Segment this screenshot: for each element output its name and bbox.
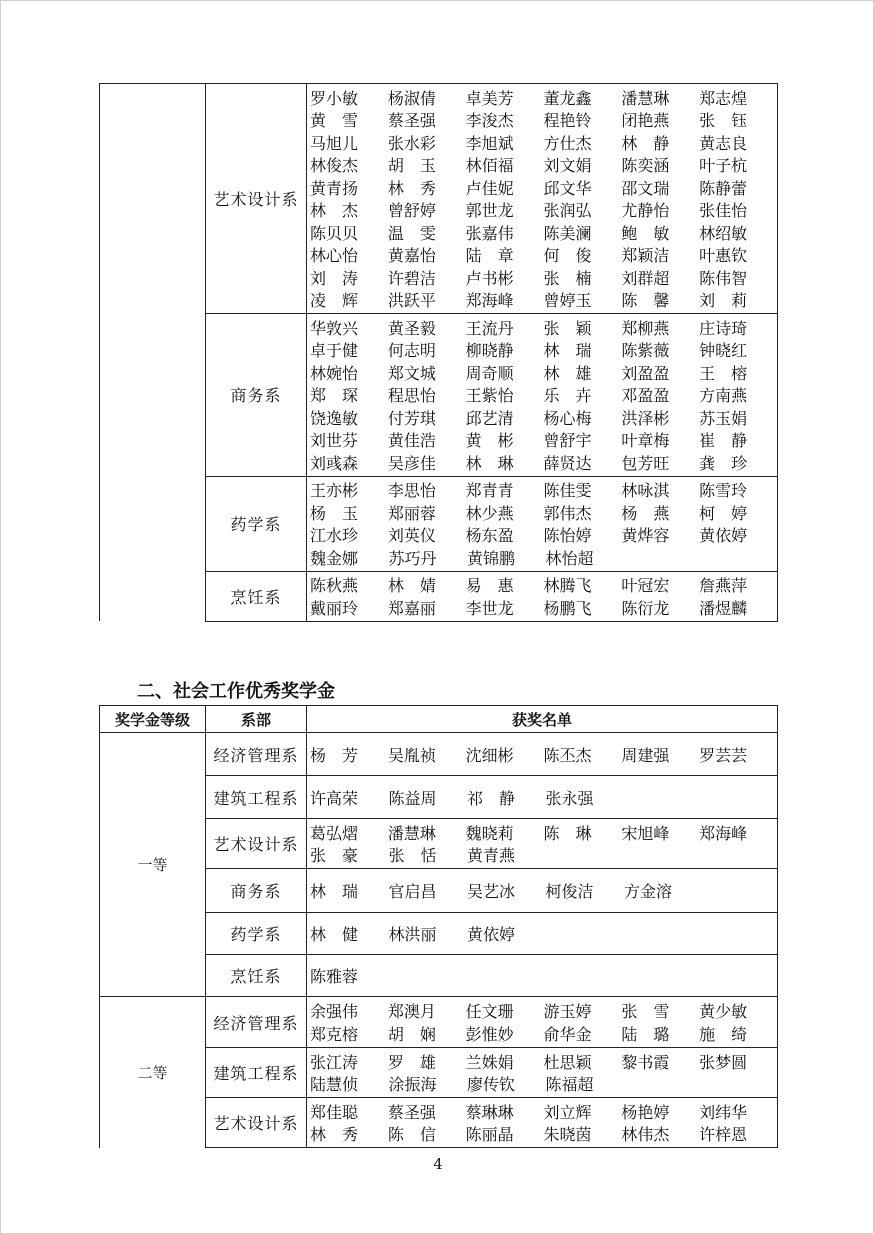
awardee-name: 林婉怡 [310, 363, 359, 383]
awardee-name: 蔡圣强 [387, 111, 436, 131]
dept-cell: 药学系 [206, 913, 307, 955]
awardee-name: 林少燕 [465, 503, 514, 523]
awardee-name: 张嘉伟 [465, 223, 514, 243]
awardee-name: 陈衍龙 [621, 598, 670, 618]
awardee-name: 叶冠宏 [621, 576, 670, 596]
names-cell [307, 571, 778, 621]
names-cell [307, 955, 778, 997]
awardee-name: 江水珍 [310, 526, 359, 546]
name-row [310, 1100, 777, 1123]
awardee-name: 叶章梅 [621, 431, 670, 451]
awardee-name: 陆 章 [465, 246, 514, 266]
awardee-name: 鲍 敏 [621, 223, 670, 243]
awardee-name: 陈贝贝 [310, 223, 359, 243]
name-row [310, 1123, 777, 1146]
awardee-name: 陈 琳 [543, 823, 592, 843]
awardee-name: 刘盈盈 [621, 363, 670, 383]
awardee-name: 杜思颖 [543, 1052, 592, 1072]
awardee-name: 张江涛 [310, 1052, 359, 1072]
awardee-name: 杨东盈 [465, 526, 514, 546]
awardee-name: 程艳铃 [543, 111, 592, 131]
awardee-name: 林俊杰 [310, 156, 359, 176]
awardee-name: 魏金娜 [310, 548, 359, 568]
awardee-name: 张 楠 [543, 268, 592, 288]
awardee-name: 张润弘 [543, 201, 592, 221]
awardee-name: 陈 馨 [621, 291, 670, 311]
names-cell [307, 84, 778, 314]
awardee-name: 林 瑞 [310, 882, 359, 901]
awardee-name: 游玉婷 [543, 1002, 592, 1022]
awardee-name: 卢书彬 [465, 268, 514, 288]
awardee-name: 陈怡婷 [543, 526, 592, 546]
awardee-name: 钟晓红 [699, 341, 748, 361]
awardee-name: 郭伟杰 [543, 503, 592, 523]
names-cell [307, 819, 778, 869]
awardee-name: 黄佳浩 [387, 431, 436, 451]
awardee-name: 庄诗琦 [699, 318, 748, 338]
names-cell [307, 913, 778, 955]
awardee-name: 刘群超 [621, 268, 670, 288]
name-row [310, 221, 777, 244]
awardee-name: 陈福超 [545, 1075, 594, 1095]
name-row [310, 1073, 777, 1096]
awardee-name: 柯 婷 [699, 503, 748, 523]
awardee-name: 罗 雄 [387, 1052, 436, 1072]
awardee-name: 蔡圣强 [387, 1102, 436, 1122]
awardee-name: 马旭儿 [310, 133, 359, 153]
awardee-name: 杨 芳 [310, 745, 359, 765]
awardee-name: 黄烨容 [621, 526, 670, 546]
awardee-name: 卓美芳 [465, 88, 514, 108]
dept-cell: 经济管理系 [206, 733, 307, 776]
awardee-name: 陈静蕾 [699, 178, 748, 198]
awardee-name: 张梦圆 [699, 1052, 748, 1072]
awardee-name: 林腾飞 [543, 576, 592, 596]
dept-cell: 建筑工程系 [206, 776, 307, 819]
awardee-name: 张佳怡 [699, 201, 748, 221]
awardee-name: 葛弘熠 [310, 823, 359, 843]
awardee-name: 廖传钦 [467, 1075, 516, 1095]
names-cell [307, 314, 778, 477]
name-row [310, 289, 777, 312]
awardee-name: 魏晓莉 [465, 823, 514, 843]
table-body [100, 84, 778, 622]
awardee-name: 林绍敏 [699, 223, 748, 243]
awardee-name: 陆 璐 [621, 1024, 670, 1044]
awardee-name: 朱晓茵 [543, 1125, 592, 1145]
awardee-name: 杨 玉 [310, 503, 359, 523]
awardee-name: 何 俊 [543, 246, 592, 266]
awardee-name: 胡 娴 [387, 1024, 436, 1044]
awardee-name: 林 秀 [387, 178, 436, 198]
name-row [310, 316, 777, 339]
names-cell [307, 1048, 778, 1098]
awardee-name: 华敦兴 [310, 318, 359, 338]
name-row [310, 879, 777, 902]
section-title: 二、社会工作优秀奖学金 [137, 681, 335, 702]
awardee-name: 杨心梅 [543, 408, 592, 428]
name-row [310, 596, 777, 619]
awardee-name: 罗芸芸 [699, 745, 748, 765]
awardee-name: 陈紫薇 [621, 341, 670, 361]
table-header-row [100, 706, 778, 733]
name-row [310, 86, 777, 109]
awardee-name: 任文珊 [465, 1002, 514, 1022]
dept-cell: 艺术设计系 [206, 1098, 307, 1148]
awardee-name: 林 杰 [310, 201, 359, 221]
awardee-name: 郑克榕 [310, 1024, 359, 1044]
awardee-name: 刘立辉 [543, 1102, 592, 1122]
awardee-name: 李世龙 [465, 598, 514, 618]
awardee-name: 陈丕杰 [543, 745, 592, 765]
awardee-name: 黄依婷 [699, 526, 748, 546]
awardee-name: 潘慧琳 [621, 88, 670, 108]
awardee-name: 许梓恩 [699, 1125, 748, 1145]
awardee-name: 黄青扬 [310, 178, 359, 198]
awardee-name: 杨淑倩 [387, 88, 436, 108]
name-row [310, 176, 777, 199]
awardee-name: 刘世芬 [310, 431, 359, 451]
awardee-name: 黄志良 [699, 133, 748, 153]
name-row [310, 1022, 777, 1045]
awardee-name: 施 绮 [699, 1024, 748, 1044]
table-row [100, 997, 778, 1048]
dept-cell: 商务系 [206, 314, 307, 477]
awardee-name: 俞华金 [543, 1024, 592, 1044]
name-row [310, 109, 777, 132]
awardee-name: 邵文瑞 [621, 178, 670, 198]
scholarship-list-continued-table [99, 83, 778, 622]
awardee-name: 刘纬华 [699, 1102, 748, 1122]
awardee-name: 黄嘉怡 [387, 246, 436, 266]
awardee-name: 刘英仪 [387, 526, 436, 546]
awardee-name: 卢佳妮 [465, 178, 514, 198]
header-names: 获奖名单 [307, 706, 778, 733]
names-cell [307, 997, 778, 1048]
dept-cell: 建筑工程系 [206, 1048, 307, 1098]
awardee-name: 陈 信 [387, 1125, 436, 1145]
name-row [310, 922, 777, 945]
awardee-name: 林 琳 [465, 453, 514, 473]
awardee-name: 黄少敏 [699, 1002, 748, 1022]
awardee-name: 杨鹏飞 [543, 598, 592, 618]
awardee-name: 刘彧森 [310, 453, 359, 473]
awardee-name: 吴艺冰 [467, 882, 516, 901]
awardee-name: 戴丽玲 [310, 598, 359, 618]
awardee-name: 詹燕萍 [699, 576, 748, 596]
name-row [310, 786, 777, 809]
awardee-name: 郑丽蓉 [387, 503, 436, 523]
awardee-name: 王流丹 [465, 318, 514, 338]
awardee-name: 温 雯 [387, 223, 436, 243]
awardee-name: 林 健 [310, 925, 359, 944]
awardee-name: 林 雄 [543, 363, 592, 383]
name-row [310, 844, 777, 867]
awardee-name: 陈雪玲 [699, 481, 748, 501]
awardee-name: 陈秋燕 [310, 576, 359, 596]
awardee-name: 刘 涛 [310, 268, 359, 288]
awardee-name: 余强伟 [310, 1002, 359, 1022]
awardee-name: 凌 辉 [310, 291, 359, 311]
awardee-name: 黄圣毅 [387, 318, 436, 338]
awardee-name: 李旭斌 [465, 133, 514, 153]
awardee-name: 叶子杭 [699, 156, 748, 176]
awardee-name: 包芳旺 [621, 453, 670, 473]
awardee-name: 曾舒婷 [387, 201, 436, 221]
awardee-name: 陈伟智 [699, 268, 748, 288]
header-dept: 系部 [206, 706, 307, 733]
awardee-name: 林佰福 [465, 156, 514, 176]
names-cell [307, 1098, 778, 1148]
awardee-name: 苏玉娟 [699, 408, 748, 428]
awardee-name: 方仕杰 [543, 133, 592, 153]
awardee-name: 叶惠钦 [699, 246, 748, 266]
awardee-name: 柯俊洁 [545, 882, 594, 901]
awardee-name: 李思怡 [387, 481, 436, 501]
awardee-name: 卓于健 [310, 341, 359, 361]
awardee-name: 罗小敏 [310, 88, 359, 108]
name-row [310, 524, 777, 547]
awardee-name: 黄锦鹏 [467, 548, 516, 568]
awardee-name: 柳晓静 [465, 341, 514, 361]
awardee-name: 郑海峰 [465, 291, 514, 311]
awardee-name: 尤静怡 [621, 201, 670, 221]
name-row [310, 821, 777, 844]
awardee-name: 郑澳月 [387, 1002, 436, 1022]
awardee-name: 郑佳聪 [310, 1102, 359, 1122]
awardee-name: 张 钰 [699, 111, 748, 131]
awardee-name: 邱文华 [543, 178, 592, 198]
awardee-name: 洪跃平 [387, 291, 436, 311]
awardee-name: 许高荣 [310, 788, 359, 808]
awardee-name: 何志明 [387, 341, 436, 361]
name-row [310, 451, 777, 474]
awardee-name: 乐 卉 [543, 386, 592, 406]
awardee-name: 张 豪 [310, 846, 359, 866]
awardee-name: 崔 静 [699, 431, 748, 451]
name-row [310, 743, 777, 766]
awardee-name: 刘文娟 [543, 156, 592, 176]
awardee-name: 陈美澜 [543, 223, 592, 243]
awardee-name: 黄 雪 [310, 111, 359, 131]
awardee-name: 吴胤祯 [387, 745, 436, 765]
dept-cell: 药学系 [206, 476, 307, 571]
awardee-name: 林洪丽 [388, 925, 437, 944]
awardee-name: 董龙鑫 [543, 88, 592, 108]
awardee-name: 林 静 [621, 133, 670, 153]
awardee-name: 王紫怡 [465, 386, 514, 406]
awardee-name: 张 恬 [388, 846, 437, 866]
dept-cell: 商务系 [206, 869, 307, 913]
awardee-name: 黄青燕 [467, 846, 516, 866]
names-cell [307, 869, 778, 913]
names-cell [307, 776, 778, 819]
awardee-name: 邱艺清 [465, 408, 514, 428]
awardee-name: 兰姝娟 [465, 1052, 514, 1072]
awardee-name: 陈益周 [388, 788, 437, 808]
dept-cell: 艺术设计系 [206, 84, 307, 314]
awardee-name: 杨 燕 [621, 503, 670, 523]
awardee-name: 官启昌 [388, 882, 437, 901]
awardee-name: 吴彦佳 [387, 453, 436, 473]
awardee-name: 黄依婷 [467, 925, 516, 944]
names-cell [307, 476, 778, 571]
awardee-name: 涂振海 [388, 1075, 437, 1095]
awardee-name: 郑文城 [387, 363, 436, 383]
name-row [310, 154, 777, 177]
awardee-name: 陈佳雯 [543, 481, 592, 501]
awardee-name: 宋旭峰 [621, 823, 670, 843]
awardee-name: 饶逸敏 [310, 408, 359, 428]
awardee-name: 曾舒宇 [543, 431, 592, 451]
name-row [310, 266, 777, 289]
awardee-name: 郑 琛 [310, 386, 359, 406]
awardee-name: 王亦彬 [310, 481, 359, 501]
awardee-name: 彭惟妙 [465, 1024, 514, 1044]
awardee-name: 张 颖 [543, 318, 592, 338]
awardee-name: 林心怡 [310, 246, 359, 266]
awardee-name: 李浚杰 [465, 111, 514, 131]
awardee-name: 张 雪 [621, 1002, 670, 1022]
awardee-name: 潘煜麟 [699, 598, 748, 618]
grade-cell-continued [100, 84, 206, 622]
awardee-name: 陆慧侦 [310, 1075, 359, 1095]
awardee-name: 方金溶 [624, 882, 673, 901]
awardee-name: 林咏淇 [621, 481, 670, 501]
grade-cell: 一等 [100, 733, 206, 997]
awardee-name: 方南燕 [699, 386, 748, 406]
header-grade: 奖学金等级 [100, 706, 206, 733]
awardee-name: 郑柳燕 [621, 318, 670, 338]
awardee-name: 闭艳燕 [621, 111, 670, 131]
awardee-name: 程思怡 [387, 386, 436, 406]
table-row [100, 733, 778, 776]
awardee-name: 曾婷玉 [543, 291, 592, 311]
social-work-scholarship-table [99, 705, 778, 1148]
awardee-name: 林 婧 [387, 576, 436, 596]
dept-cell: 烹饪系 [206, 955, 307, 997]
awardee-name: 陈奕涵 [621, 156, 670, 176]
name-row [310, 361, 777, 384]
awardee-name: 周奇顺 [465, 363, 514, 383]
name-row [310, 339, 777, 362]
awardee-name: 薛贤达 [543, 453, 592, 473]
table-row [100, 84, 778, 314]
awardee-name: 郑青青 [465, 481, 514, 501]
awardee-name: 郑志煌 [699, 88, 748, 108]
awardee-name: 林 秀 [310, 1125, 359, 1145]
awardee-name: 王 榕 [699, 363, 748, 383]
awardee-name: 周建强 [621, 745, 670, 765]
awardee-name: 邓盈盈 [621, 386, 670, 406]
awardee-name: 潘慧琳 [387, 823, 436, 843]
name-row [310, 501, 777, 524]
awardee-name: 龚 珍 [699, 453, 748, 473]
awardee-name: 苏巧丹 [388, 548, 437, 568]
awardee-name: 郑颖洁 [621, 246, 670, 266]
awardee-name: 林伟杰 [621, 1125, 670, 1145]
awardee-name: 杨艳婷 [621, 1102, 670, 1122]
awardee-name: 郑嘉丽 [387, 598, 436, 618]
awardee-name: 林怡超 [545, 548, 594, 568]
awardee-name: 陈丽晶 [465, 1125, 514, 1145]
awardee-name: 沈细彬 [465, 745, 514, 765]
grade-cell: 二等 [100, 997, 206, 1148]
name-row [310, 429, 777, 452]
awardee-name: 张水彩 [387, 133, 436, 153]
name-row [310, 479, 777, 502]
names-cell [307, 733, 778, 776]
awardee-name: 刘 莉 [699, 291, 748, 311]
name-row [310, 384, 777, 407]
awardee-name: 蔡琳琳 [465, 1102, 514, 1122]
awardee-name: 黄 彬 [465, 431, 514, 451]
name-row [310, 244, 777, 267]
awardee-name: 洪泽彬 [621, 408, 670, 428]
awardee-name: 易 惠 [465, 576, 514, 596]
dept-cell: 艺术设计系 [206, 819, 307, 869]
name-row [310, 199, 777, 222]
awardee-name: 林 瑞 [543, 341, 592, 361]
awardee-name: 黎书霞 [621, 1052, 670, 1072]
name-row [310, 406, 777, 429]
awardee-name: 郑海峰 [699, 823, 748, 843]
awardee-name: 张永强 [545, 788, 594, 808]
name-row [310, 131, 777, 154]
name-row [310, 574, 777, 597]
awardee-name: 许碧洁 [387, 268, 436, 288]
name-row [310, 1000, 777, 1023]
dept-cell: 经济管理系 [206, 997, 307, 1048]
awardee-name: 付芳琪 [387, 408, 436, 428]
awardee-name: 祁 静 [467, 788, 516, 808]
dept-cell: 烹饪系 [206, 571, 307, 621]
awardee-name: 陈雅蓉 [310, 967, 359, 986]
name-row [310, 1050, 777, 1073]
awardee-name: 郭世龙 [465, 201, 514, 221]
awardee-name: 胡 玉 [387, 156, 436, 176]
page-number: 4 [433, 1155, 443, 1173]
name-row [310, 546, 777, 569]
name-row [310, 964, 777, 987]
